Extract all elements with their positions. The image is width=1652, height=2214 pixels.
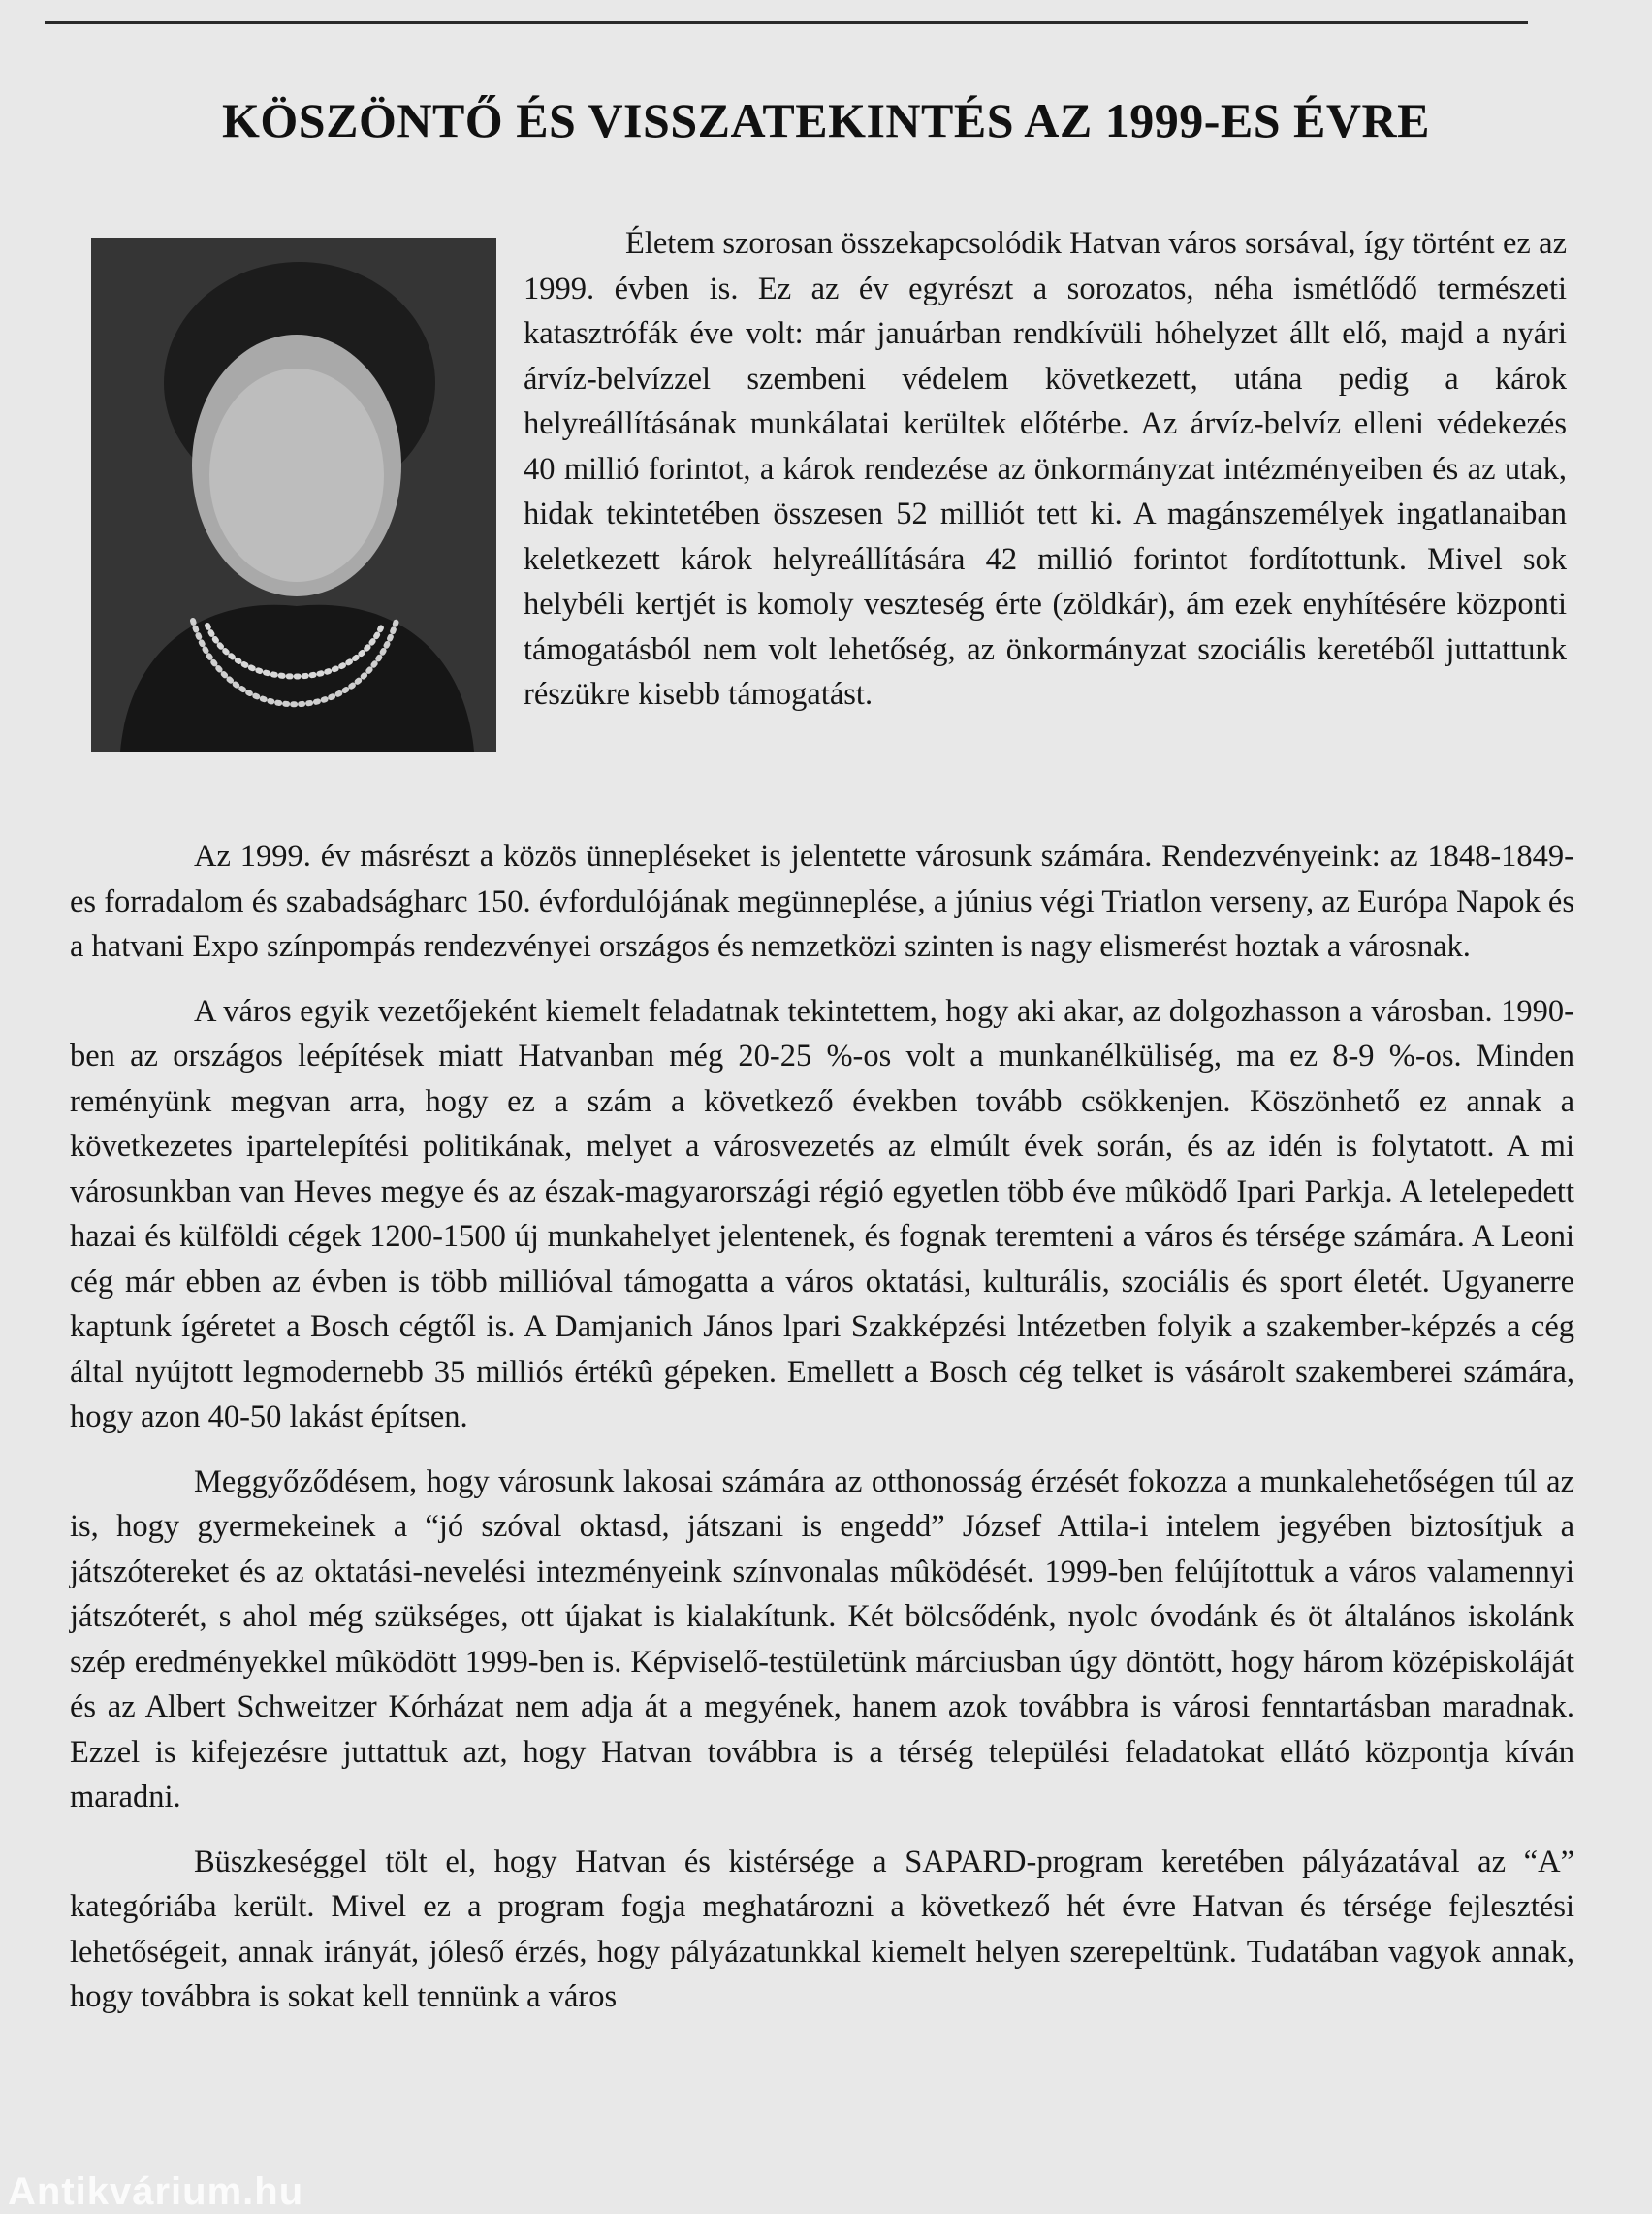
paragraph-employment: A város egyik vezetőjeként kiemelt feladatnak tekintettem, hogy aki akar, az dolgozhasson a városban. 1990-ben az országos leépítések miatt Hatvanban még 20-25 %-os volt a munkanélküliség, ma ez 8-9 %-os. Minden reményünk megvan arra, hogy ez a szám a következő években tovább csökkenjen. Köszönhető ez annak a következetes iparteleрítési politikának, melyet a városvezetés az elmúlt évek során, és az idén is folytatott. A mi városunkban van Heves megye és az észak-magyarországi régió egyetlen több éve mûködő Ipari Parkja. A letelepedett hazai és külföldi cégek 1200-1500 új munkahelyet jelentenek, és fognak teremteni a város és térsége számára. A Leoni cég már ebben az évben is több millióval támogatta a város oktatási, kulturális, szociális és sport életét. Ugyanerre kaptunk ígéretet a Bosch cégtől is. A Damjanich János lpari Szakképzési lntézetben folyik a szakember-képzés a cég által nyújtott legmodernebb 35 milliós értékû gépeken. Emellett a Bosch cég telket is vásárolt szakemberei számára, hogy azon 40-50 lakást építsen. [70,993,1574,1434]
page-title: KÖSZÖNTŐ ÉS VISSZATEKINTÉS AZ 1999-ES ÉVRE [222,93,1430,147]
article-body [70,834,1574,2039]
intro-paragraph: Életem szorosan összekapcsolódik Hatvan város sorsával, így történt ez az 1999. évben is. Ez az év egyrészt a sorozatos, néha ismétlődő természeti katasztrófák éve volt: már januárban rendkívüli hóhelyzet állt elő, majd a nyári árvíz-belvízzel szembeni védelem következett, utána pedig a károk helyreállításának munkálatai kerültek előtérbe. Az árvíz-belvíz elleni védekezés 40 millió forintot, a károk rendezése az önkormányzat intézményeiben és az utak, hidak tekintetében összesen 52 milliót tett ki. A magánszemélyek ingatlanaiban keletkezett károk helyreállítására 42 millió forintot fordítottunk. Mivel sok helybéli kertjét is komoly veszteség érte (zöldkár), ám ezek enyhítésére központi támogatásból nem volt lehetőség, az önkormányzat szociális keretéből juttattunk részükre kisebb támogatást. [524,226,1567,712]
top-rule [45,21,1528,24]
paragraph-celebrations: Az 1999. év másrészt a közös ünnepléseket is jelentette városunk számára. Rendezvényeink: az 1848-1849-es forradalom és szabadságharc 150. évfordulójának megünneplése, a június végi Triatlon verseny, az Európa Napok és a hatvani Expo színpompás rendezvényei országos és nemzetközi szinten is nagy elismerést hoztak a városnak. [70,839,1575,964]
paragraph-sapard: Büszkeséggel tölt el, hogy Hatvan és kistérsége a SAPARD-program keretében pályázatával az “A” kategóriába került. Mivel ez a program fogja meghatározni a következő hét évre Hatvan és térsége fejlesztési lehetőségeit, annak irányát, jóleső érzés, hogy pályázatunkkal kiemelt helyen szerepeltünk. Tudatában vagyok annak, hogy továbbra is sokat kell tennünk a város [70,1844,1574,2014]
paragraph-education: Meggyőződésem, hogy városunk lakosai számára az otthonosság érzését fokozza a munkalehetőségen túl az is, hogy gyermekeinek a “jó szóval oktasd, játszani is engedd” József Attila-i intelem jegyében biztosítjuk a játszótereket és az oktatási-nevelési intezményeink színvonalas mûködését. 1999-ben felújítottuk a város valamennyi játszóterét, s ahol még szükséges, ott újakat is kialakítunk. Két bölcsődénk, nyolc óvodánk és öt általános iskolánk szép eredményekkel mûködött 1999-ben is. Képviselő-testületünk márciusban úgy döntött, hogy három középiskoláját és az Albert Schweitzer Kórházat nem adja át a megyének, hanem azok továbbra is városi fenntartásban maradnak. Ezzel is kifejezésre juttattuk azt, hogy Hatvan továbbra is a térség települési feladatokat ellátó központja kíván maradni. [70,1463,1574,1814]
portrait-photo [91,238,496,752]
portrait-icon [91,238,496,752]
watermark: Antikvárium.hu [8,2170,304,2213]
